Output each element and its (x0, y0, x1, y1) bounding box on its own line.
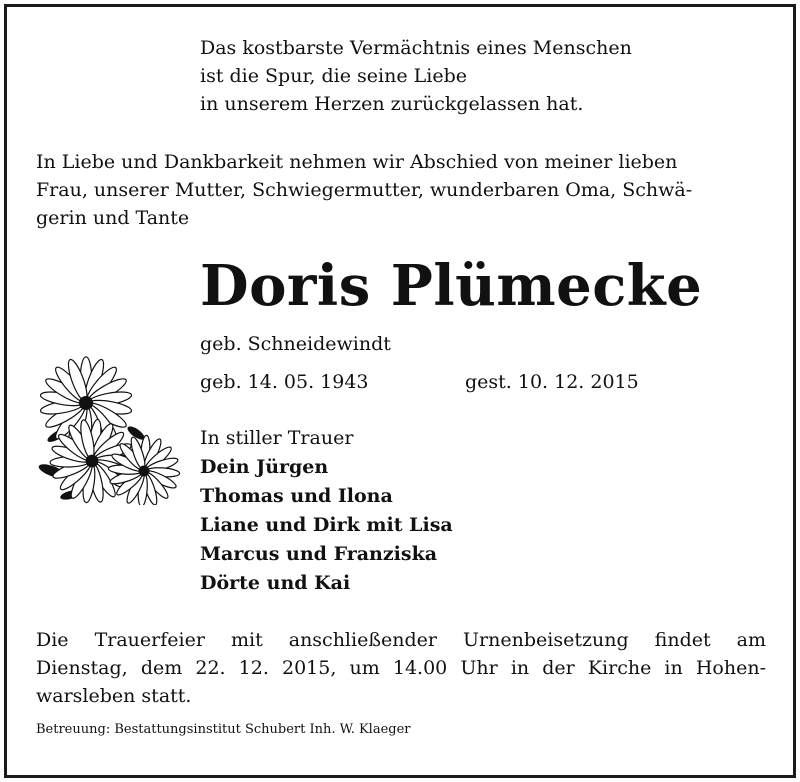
intro-line: Frau, unserer Mutter, Schwiegermutter, wunderbaren Oma, Schwä- (36, 179, 693, 201)
mourner-name: Dein Jürgen (200, 456, 329, 478)
service-line: Dienstag, dem 22. 12. 2015, um 14.00 Uhr in der Kirche in Hohen- (36, 657, 766, 679)
poem-line: Das kostbarste Vermächtnis eines Menschen (200, 37, 632, 59)
poem-line: ist die Spur, die seine Liebe (200, 65, 467, 87)
daisy-flowers-icon (36, 355, 196, 509)
mourner-name: Dörte und Kai (200, 572, 351, 594)
mourning-heading: In stiller Trauer (200, 427, 354, 449)
death-date: gest. 10. 12. 2015 (465, 371, 639, 393)
maiden-name: geb. Schneidewindt (200, 333, 391, 355)
mourners-list (200, 424, 453, 598)
service-line: Die Trauerfeier mit anschließender Urnenbeisetzung findet am (36, 629, 766, 651)
birth-date: geb. 14. 05. 1943 (200, 371, 369, 393)
mourner-name: Marcus und Franziska (200, 543, 438, 565)
memorial-poem (200, 34, 632, 118)
mourner-name: Thomas und Ilona (200, 485, 393, 507)
intro-line: In Liebe und Dankbarkeit nehmen wir Abschied von meiner lieben (36, 151, 678, 173)
funeral-service-info (36, 626, 766, 710)
poem-line: in unserem Herzen zurückgelassen hat. (200, 93, 584, 115)
service-line: warsleben statt. (36, 685, 192, 707)
deceased-name: Doris Plümecke (200, 253, 703, 319)
intro-line: gerin und Tante (36, 207, 190, 229)
mourner-name: Liane und Dirk mit Lisa (200, 514, 453, 536)
undertaker-credit: Betreuung: Bestattungsinstitut Schubert Inh. W. Klaeger (36, 722, 411, 737)
intro-text (36, 148, 766, 232)
